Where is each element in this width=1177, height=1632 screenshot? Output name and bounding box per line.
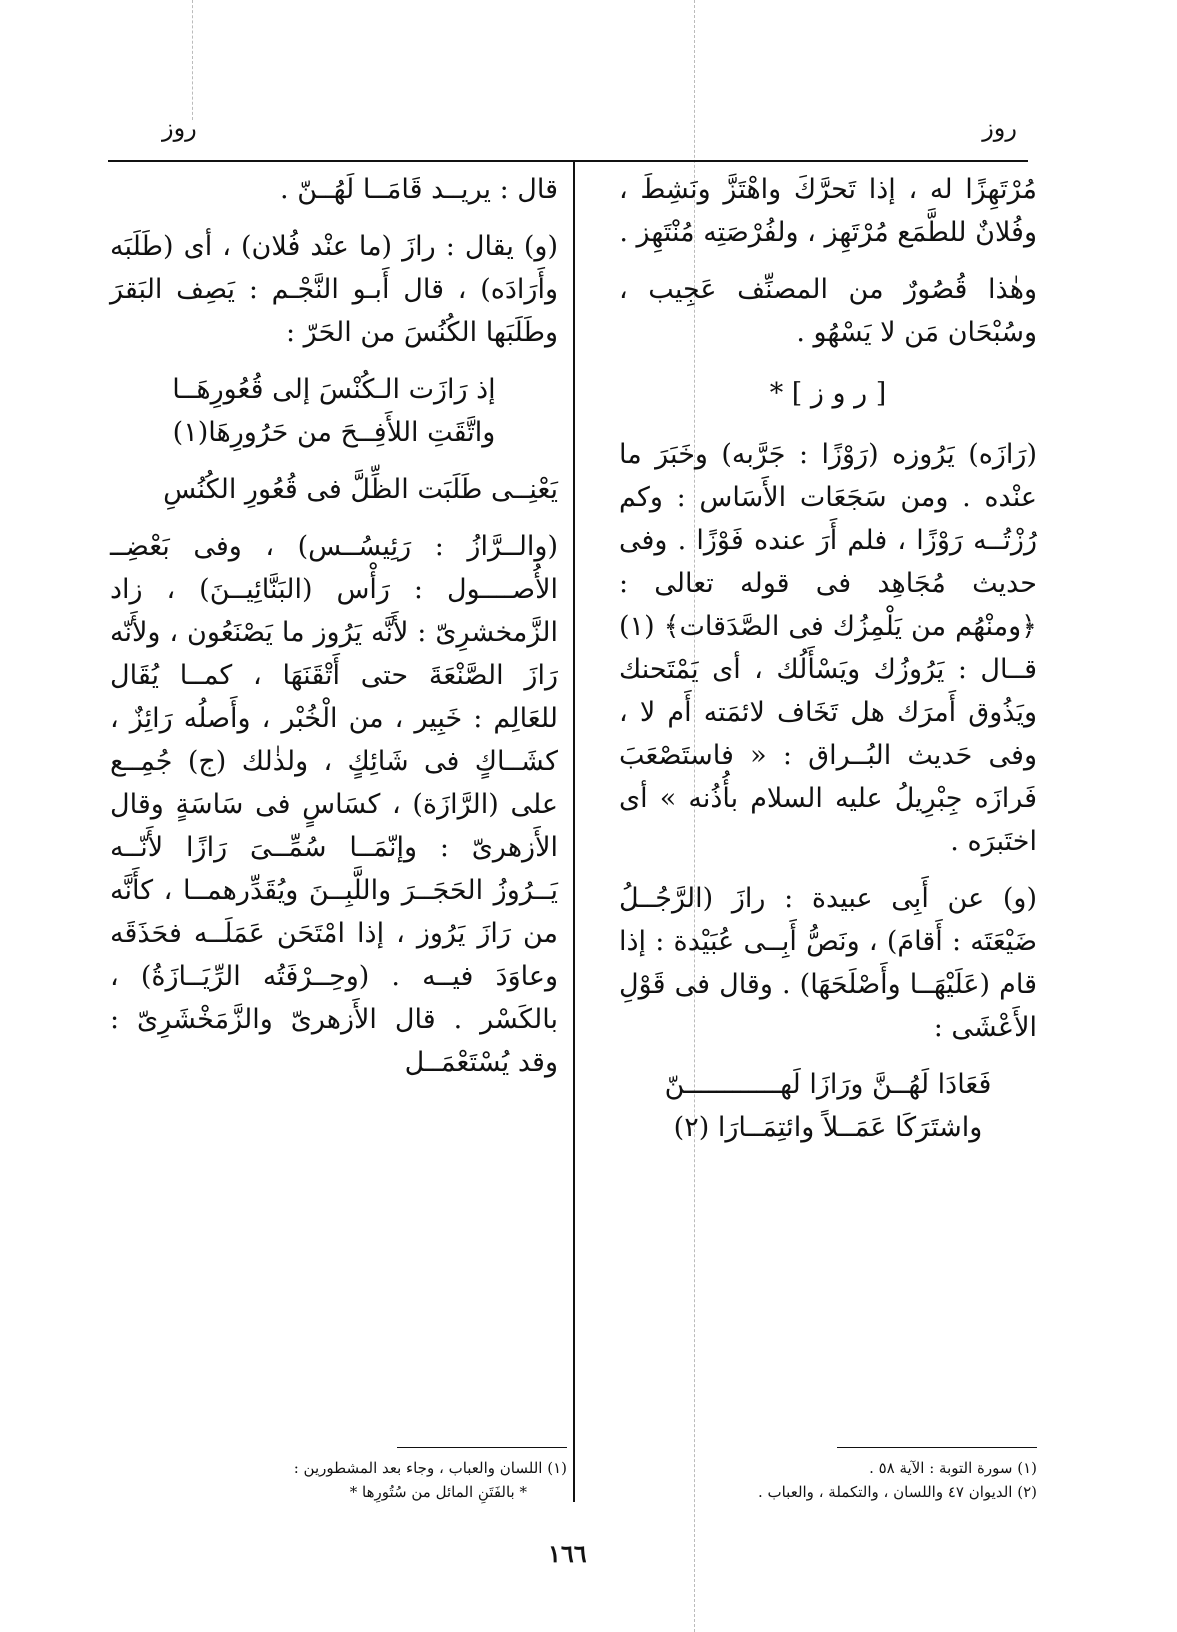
footnotes-right <box>619 1456 1037 1504</box>
column-divider <box>573 162 575 1502</box>
footnote-rule <box>837 1447 1037 1448</box>
left-column <box>110 168 558 1098</box>
verse-line: إذ رَازَت الـكُنْسَ إلى قُعُورِهَــا <box>172 374 496 405</box>
paragraph: وهٰذا قُصُورٌ من المصنِّف عَجِيب ، وسُبْحَان مَن لا يَسْهُو . <box>619 274 1037 348</box>
footnote: (١) سورة التوبة : الآية ٥٨ . <box>869 1459 1037 1477</box>
paragraph: يَعْنِــى طَلَبَت الظِّلَّ فى قُعُورِ الكُنُسِ <box>163 474 558 505</box>
page-number: ١٦٦ <box>548 1539 587 1568</box>
poetry-verse <box>619 1063 1037 1149</box>
right-column <box>619 168 1037 1163</box>
header-rule <box>108 160 1028 162</box>
paragraph: قال : يريــد قَامَــا لَهُــنّ . <box>280 174 558 205</box>
poetry-verse <box>110 368 558 454</box>
paragraph: (و) يقال : رازَ (ما عنْد فُلان) ، أى (طَلَبَه وأَرَادَه) ، قال أَبـو النَّجْـم : يَصِف البَقرَ وطَلَبَها الكُنُسَ من الحَرّ : <box>110 231 558 348</box>
footnote-rule <box>397 1447 567 1448</box>
scan-fold-line <box>192 0 193 120</box>
verse-line: واتَّقَتِ اللأَفِــحَ من حَرُورِهَا(١) <box>172 417 496 448</box>
footnotes-left <box>167 1456 567 1504</box>
footnote: (٢) الديوان ٤٧ واللسان ، والتكملة ، والعباب . <box>757 1483 1037 1501</box>
verse-line: واشتَرَكَا عَمَــلاً وائتِمَــارَا (٢) <box>673 1112 983 1143</box>
paragraph: (والــرَّازُ : رَئِيسُــس) ، وفى بَعْضِــ الأُصــــول : رَأْس (البَنَّائِيــنَ) ، زاد الزَّمخشرِىّ : لأَنَّه يَرُوز ما يَصْنَعُون ، ولأَنّه رَازَ الصَّنْعَةَ حتى أَتْقَنَهَا ، كمــا يُقَال للعَالِم : خَبِير ، من الْخُبْر ، وأَصلُه رَائِزٌ ، كشَــاكٍ فى شَائِكٍ ، ولذٰلك (ج) جُمِــع على (الرَّازَة) ، كسَاسٍ فى سَاسَةٍ وقال الأَزهرىّ : وإنّمَــا سُمِّــىَ رَازًا لأَنّــه يَــرُوزُ الحَجَــرَ واللَّبِــنَ ويُقَدِّرهمــا ، كأَنَّه من رَازَ يَرُوز ، إذا امْتَحَن عَمَلَــه فحَذَقَه وعاوَدَ فيــه . (وحِــرْفَتُه الرِّيَــازَةُ) ، بالكَسْر . قال الأَزهرىّ والزَّمَخْشَرِىّ : وقد يُسْتَعْمَــل <box>110 531 558 1078</box>
footnote: * بالفَتَنِ المائل من سُتُورِها * <box>349 1483 527 1501</box>
paragraph: (و) عن أَبِى عبيدة : رازَ (الرَّجُــلُ ضَيْعَتَه : أَقامَ) ، ونَصُّ أَبِــى عُبَيْدة : إذا قام (عَلَيْهَــا وأَصْلَحَهَا) . وقال فى قَوْلِ الأَعْشَى : <box>619 883 1037 1043</box>
running-header-left: روز <box>162 114 197 142</box>
paragraph: (رَازَه) يَرُوزه (رَوْزًا : جَرَّبه) وخَبَرَ ما عنْده . ومن سَجَعَات الأَسَاس : وكم رُزْتُــه رَوْزًا ، فلم أَرَ عنده فَوْزًا . وفى حديث مُجَاهِد فى قوله تعالى : ﴿ومنْهُم من يَلْمِزُك فى الصَّدَقات﴾ (١) قــال : يَرُوزُك ويَسْأَلُك ، أى يَمْتَحنك ويَذُوق أَمرَك هل تَخَاف لائمَته أَم لا ، وفى حَديث البُــراق : « فاستَصْعَبَ فَرازَه جِبْرِيلُ عليه السلام بأُذُنه » أى اختَبرَه . <box>619 439 1037 857</box>
footnote: (١) اللسان والعباب ، وجاء بعد المشطورين : <box>293 1459 567 1477</box>
entry-heading: [ ر و ز ] * <box>769 378 887 409</box>
verse-line: فَعَادَا لَهُــنَّ ورَازَا لَهــــــــــــنّ <box>664 1069 992 1100</box>
paragraph: مُرْتَهِزًا له ، إذا تَحرَّكَ واهْتَزَّ ونَشِطَ ، وفُلانٌ للطَّمَع مُرْتَهِز ، ولفُرْصَتِه مُنْتَهِز . <box>619 174 1037 248</box>
running-header-right: روز <box>982 114 1017 142</box>
